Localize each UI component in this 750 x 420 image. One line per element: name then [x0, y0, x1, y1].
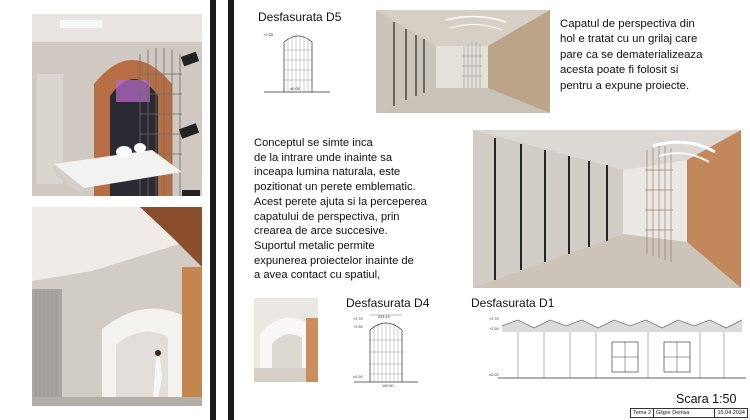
d4-title: Desfasurata D4: [346, 296, 430, 310]
d5-dim-floor: ±0.00: [290, 86, 300, 91]
d5-title: Desfasurata D5: [258, 10, 342, 24]
perspective-description: Capatul de perspectiva din hol e tratat cu un grilaj care pare ca se dematerializeaza acesta poate fi folosit si pentru a expune proiecte.: [560, 18, 703, 92]
d1-elevation-drawing: [488, 312, 750, 384]
d4-render: [254, 298, 318, 382]
entrance-wall-illustration: [32, 14, 202, 196]
d1-dim-b: +2.55: [489, 327, 499, 331]
d4-dim-width: 234.49: [378, 315, 390, 319]
d4-dim-a: +2.75: [353, 317, 363, 321]
entrance-wall-photo: [32, 14, 202, 196]
d5-dim-top: +2.55: [263, 32, 274, 37]
d4-dim-base: 190.00: [382, 384, 394, 388]
d5-elevation-drawing: [262, 26, 332, 94]
scale-label: Scara 1:50: [676, 392, 737, 406]
arch-entrance-illustration: [32, 207, 202, 406]
title-block-theme: Tema 2: [631, 409, 654, 417]
d1-dim-floor: ±0.00: [489, 373, 499, 377]
title-block-author: Gligor Denisa: [654, 409, 715, 417]
d1-dim-a: +2.75: [489, 317, 499, 321]
concept-description: Conceptul se simte inca de la intrare unde inainte sa inceapa lumina naturala, este pozitionat un perete emblematic. Acest perete ajuta si la perceperea capatului de perspectiva, prin crearea de arce succesive. Suportul metalic permite expunerea proiectelor inainte de a avea contact cu spatiul,: [254, 137, 427, 282]
title-block-date: 15.04.2024: [717, 410, 745, 416]
corridor-render: [473, 130, 741, 288]
d4-dim-b: +2.55: [353, 325, 363, 329]
arch-entrance-photo: [32, 207, 202, 406]
right-rail: [228, 0, 234, 420]
corridor-end-render: [376, 10, 550, 113]
left-rail: [210, 0, 216, 420]
title-block: [630, 408, 748, 418]
d4-elevation-drawing: [352, 312, 420, 388]
d1-title: Desfasurata D1: [471, 296, 555, 310]
d4-dim-floor: ±0.00: [353, 375, 363, 379]
